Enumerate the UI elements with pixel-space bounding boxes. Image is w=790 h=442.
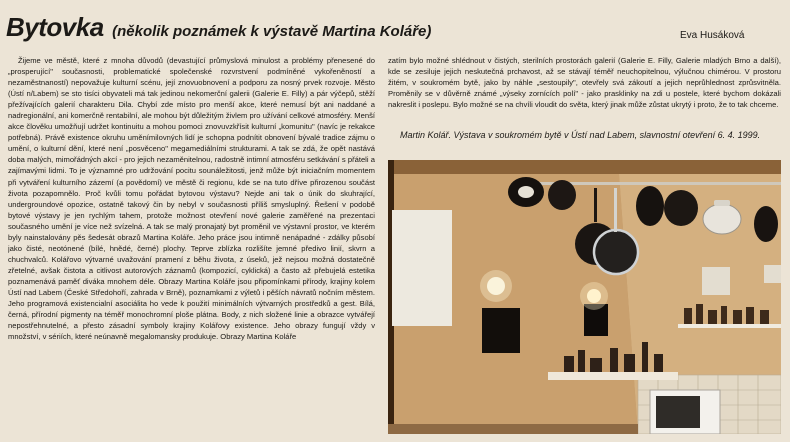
title-main: Bytovka bbox=[6, 12, 104, 42]
article-body-left-column bbox=[8, 55, 375, 439]
title-subtitle: (několik poznámek k výstavě Martina Koláře) bbox=[112, 23, 432, 40]
author-name: Eva Husáková bbox=[680, 30, 745, 41]
article-title bbox=[6, 12, 606, 43]
article-paragraph: Žijeme ve městě, které z mnoha důvodů (devastující průmyslová minulost a problémy přenesené do „prosperující" současnosti, problematické společenské rozvrstvení podmíněné vykořeněností a nezaměstnaností) nepovažuje kulturní scénu, její znovuobnovení a podporu za nosný prvek rozvoje. Město (Ústí n/Labem) se sto tisíci obyvateli má tak jedinou nekomerční galerii (Galerie E. Filly) a pár výčepů, stěží přežívajících galerií charakteru Dila. Chybí zde místo pro menší akce, které nemusí být ani naddané a nadregionální, ani komerčně rentabilní, ale mohou být důležitým živlem pro užívání celkové atmosféry. Menší akce člověku umožňují udržet kontinuitu a mohou pomoci znovuvzkřísit kulturní „komunitu" (navíc je rekakce potřebná). Právě existence okruhu uměnímilovných lidí je schopna podnítit obnovení bývalé tradice zájmu o umění, o kulturní dění, které není „posvěceno" megamediálními strukturami. A tak se zdá, že opět nastává doba malých, mimořádných akcí - pro jejich nezaměnitelnou, radostně intimní atmosféru setkávání s přáteli a zajímavými lidmi. To je významné pro udržování pocitu sounáležitosti, jenž může být iniciačním momentem při vytváření kulturního zázemí (a povědomí) ve městě či regionu, kde se na tuto dříve přirozenou součást života pozapomnělo. Proč kvůli tomu pořádat bytovou výstavu? Nejde ani tak o únik do skuhrající, undergroundové opozice, ostatně takový čin by nebyl v současnosti příliš smysluplný. Řešení v podobě bytové výstavy je jen rychlým tahem, protože možnost otevření nové galerie zaměřené na prezentaci současného umění je více než svízelná. A tak se malý pronajatý byt proměnil ve výstavní prostor, ve kterém byly nainstalovány pěs šedesát obrazů Martina Koláře. Jeho práce jsou intimně nenápadné - zdálky působí jako čisté, neotónené (bílé, hnědé, černé) plochy. Teprve zblízka rozlišíte jemné předivo linií, skvrn a chuchvalců. Kolářovo výtvarné uvažování pramení z běhu života, z úseků, jež nejsou možná dostatečně zřetelné, avšak čistota a citlivost autorových záznamů (kompozicí, cyklická) a často až přebujelá estetika poznamenává paměť diváka mnohem déle. Obrazy Martina Koláře jsou připomínkami přírody, krajiny kolem Ústí nad Labem (České Středohoří, zahrada v Brně), poznamkami z výletů i pěších návratů nočním městem. Jeho programová existencialní asociálita ho vede k použití minimálních výtvarných prostředků a gest. Bílá, černá, přírodní pigmenty na téměř monochromní ploše plátna. Body, z nich složené linie a obrazce vytvářejí nepostřehnutelné, a přesto zásadní symboly krajiny Kolářovy existence. Jeho obrazy fungují vždy v množství, v sériích, které neúnavně megalomansky produkuje. Obrazy Martina Koláře bbox=[8, 56, 375, 342]
article-paragraph-continued: zatím bylo možné shlédnout v čistých, sterilních prostorách galerií (Galerie E. Filly, Galerie mladých Brno a další), kde se zesiluje jejich neskutečná prchavost, až se stávají téměř neuchopitelnou, výlučnou chimérou. V prostoru žitém, v soukromém bytě, jako by náhle „sestoupily", otevřely svá zákoutí a jejich neprůhlednost zprůsvitněla. Proměnily se v důvěrně známé „výseky zornících polí" - jako prasklinky na zdi u postele, které bychom dokázali nakreslit i poslepu. Bylo možné se na chvíli vloudit do světa, který jinak může zůstat ukrytý i proto, že to tak chceme. bbox=[388, 56, 781, 110]
kitchen-exhibition-photo bbox=[388, 160, 781, 434]
photo-caption: Martin Kolář. Výstava v soukromém bytě v Ústí nad Labem, slavnostní otevření 6. 4. 1999. bbox=[400, 130, 761, 140]
